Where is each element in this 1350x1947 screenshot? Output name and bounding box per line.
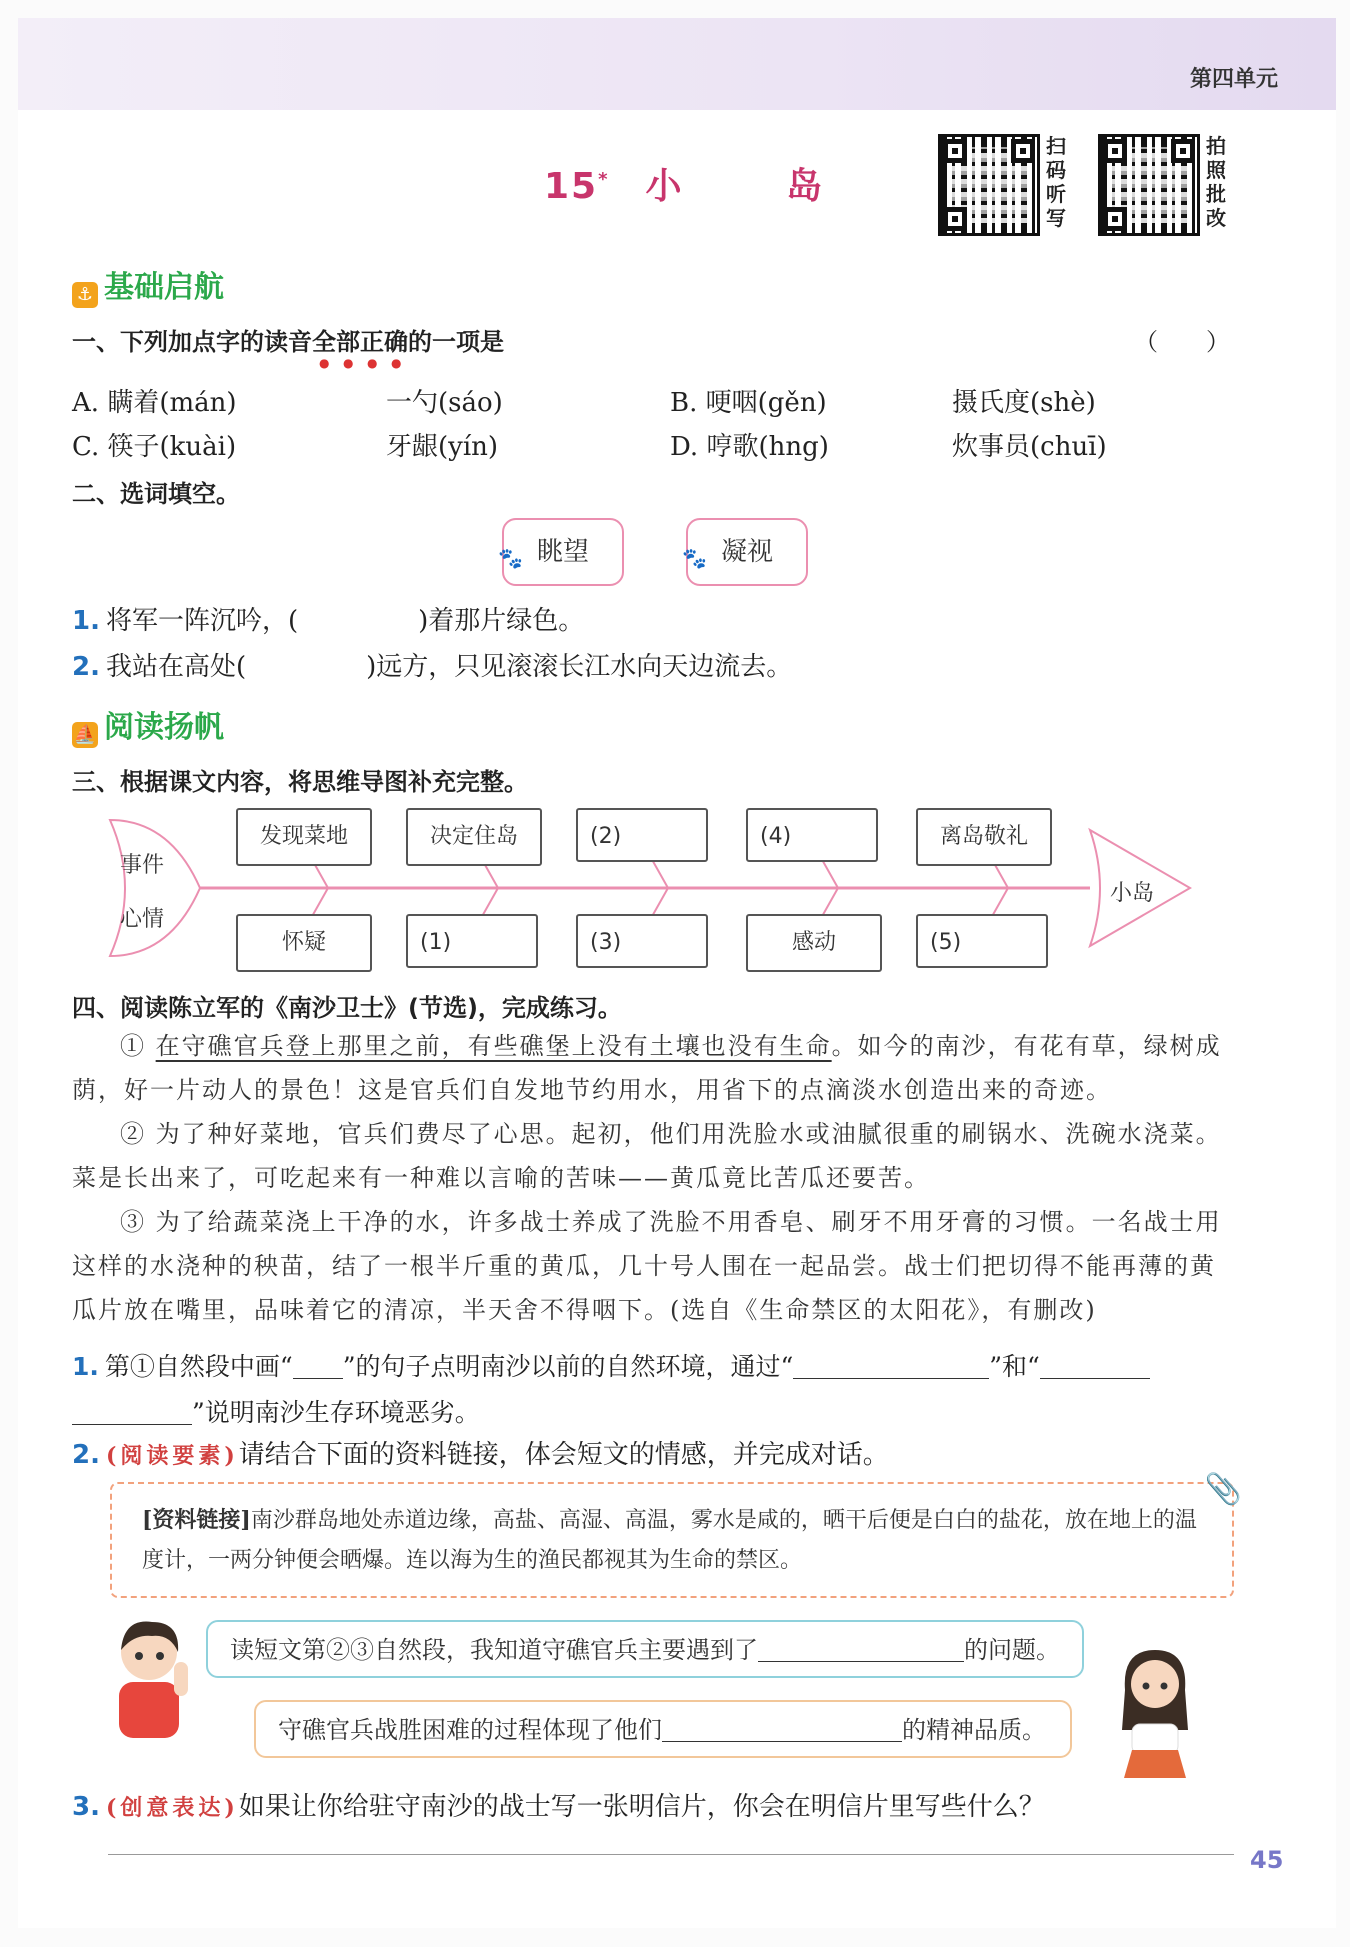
map-top-3[interactable]: (2) <box>576 808 708 862</box>
passage-paragraph-2: ② 为了种好菜地，官兵们费尽了心思。起初，他们用洗脸水或油腻很重的刷锅水、洗碗水浇菜。菜是长出来了，可吃起来有一种难以言喻的苦味——黄瓜竟比苦瓜还要苦。 <box>72 1120 1222 1192</box>
section-reading-label: 阅读扬帆 <box>104 710 224 745</box>
resource-link-label: [资料链接] <box>142 1507 251 1533</box>
sub1-blank-3[interactable] <box>1040 1354 1150 1379</box>
q3-title: 三、根据课文内容，将思维导图补充完整。 <box>72 768 528 796</box>
unit-label: 第四单元 <box>1189 67 1278 92</box>
map-top-2: 决定住岛 <box>406 808 542 866</box>
map-label-mood: 心情 <box>120 907 165 932</box>
grading-qr-icon[interactable] <box>1098 134 1200 236</box>
q1-option-d1[interactable]: D. 哼歌(hng) <box>670 432 829 462</box>
q4-sub1: 1. 第①自然段中画“ ”的句子点明南沙以前的自然环境，通过“ ”和“ ”说明南沙生存环境恶劣。 <box>72 1344 1232 1436</box>
dictation-qr-icon[interactable] <box>938 134 1040 236</box>
section-reading <box>72 702 224 748</box>
bubble2-blank[interactable] <box>662 1717 902 1742</box>
passage-source: (选自《生命禁区的太阳花》，有删改) <box>670 1296 1097 1324</box>
q1-option-a2: 一勺(sáo) <box>386 388 503 418</box>
paw-icon: 🐾 <box>498 546 523 570</box>
lesson-title <box>544 158 868 209</box>
q1-dotted-words: 全部正确 <box>312 328 408 356</box>
sail-icon: ⛵ <box>72 722 98 748</box>
map-top-1: 发现菜地 <box>236 808 372 866</box>
word-card-1: 眺望 🐾 <box>502 518 624 586</box>
q1-option-c1[interactable]: C. 筷子(kuài) <box>72 432 237 462</box>
dialogue-bubble-boy: 读短文第②③自然段，我知道守礁官兵主要遇到了 的问题。 <box>206 1620 1084 1678</box>
map-label-end: 小岛 <box>1110 881 1155 906</box>
sub1-blank-3-cont[interactable] <box>72 1400 192 1425</box>
page-number: 45 <box>1250 1846 1284 1874</box>
q1-option-b2: 摄氏度(shè) <box>952 388 1096 418</box>
lesson-star: * <box>598 169 610 190</box>
paw-icon: 🐾 <box>682 546 707 570</box>
q1-option-c2: 牙龈(yín) <box>386 432 499 462</box>
map-bottom-5[interactable]: (5) <box>916 914 1048 968</box>
map-top-4[interactable]: (4) <box>746 808 878 862</box>
q1-title: 一、下列加点字的读音全部正确的一项是 <box>72 328 504 356</box>
map-top-5: 离岛敬礼 <box>916 808 1052 866</box>
reading-element-tag: (阅读要素) <box>105 1443 239 1469</box>
sub1-blank-1[interactable] <box>293 1354 343 1379</box>
answer-line[interactable] <box>108 1854 1234 1855</box>
bubble1-blank[interactable] <box>758 1637 964 1662</box>
q1-option-d2: 炊事员(chuī) <box>952 432 1107 462</box>
map-bottom-1: 怀疑 <box>236 914 372 972</box>
lesson-number: 15 <box>544 166 599 207</box>
header-band <box>18 18 1336 110</box>
q1-answer-paren[interactable]: （ ） <box>1134 328 1230 356</box>
q2-title: 二、选词填空。 <box>72 480 240 508</box>
map-bottom-3[interactable]: (3) <box>576 914 708 968</box>
q2-item-2: 2. 我站在高处( )远方，只见滚滚长江水向天边流去。 <box>72 652 793 682</box>
map-label-event: 事件 <box>120 853 165 878</box>
passage-paragraph-3: ③ 为了给蔬菜浇上干净的水，许多战士养成了洗脸不用香皂、刷牙不用牙膏的习惯。一名战士用这样的水浇种的秧苗，结了一根半斤重的黄瓜，几十号人围在一起品尝。战士们把切得不能再薄的黄瓜片放在嘴里，品味着它的清凉，半天舍不得咽下。(选自《生命禁区的太阳花》，有删改) <box>72 1208 1222 1324</box>
creative-expression-tag: (创意表达) <box>105 1795 239 1821</box>
dialogue-bubble-girl: 守礁官兵战胜困难的过程体现了他们 的精神品质。 <box>254 1700 1072 1758</box>
map-bottom-4: 感动 <box>746 914 882 972</box>
anchor-icon: ⚓ <box>72 282 98 308</box>
underlined-sentence: 在守礁官兵登上那里之前，有些礁堡上没有土壤也没有生命 <box>155 1032 832 1060</box>
q1-option-b1[interactable]: B. 哽咽(gěn) <box>670 388 827 418</box>
section-basic <box>72 262 224 308</box>
map-bottom-2[interactable]: (1) <box>406 914 538 968</box>
q4-sub2: 2. (阅读要素)请结合下面的资料链接，体会短文的情感，并完成对话。 <box>72 1440 889 1470</box>
sub1-blank-2[interactable] <box>793 1354 989 1379</box>
q4-sub3: 3. (创意表达)如果让你给驻守南沙的战士写一张明信片，你会在明信片里写些什么？ <box>72 1792 1045 1822</box>
passage-paragraph-1: ① 在守礁官兵登上那里之前，有些礁堡上没有土壤也没有生命。如今的南沙，有花有草，绿树成荫，好一片动人的景色！这是官兵们自发地节约用水，用省下的点滴淡水创造出来的奇迹。 <box>72 1032 1222 1104</box>
word-card-2: 凝视 🐾 <box>686 518 808 586</box>
map-tail <box>110 820 200 956</box>
paperclip-icon: 📎 <box>1204 1472 1242 1507</box>
section-basic-label: 基础启航 <box>104 270 224 305</box>
grading-qr-label: 拍照批改 <box>1206 134 1226 230</box>
girl-avatar <box>1100 1640 1210 1780</box>
lesson-name: 小 岛 <box>645 166 869 207</box>
resource-link-box: [资料链接]南沙群岛地处赤道边缘，高盐、高湿、高温，雾水是咸的，晒干后便是白白的盐花，放在地上的温度计，一两分钟便会晒爆。连以海为生的渔民都视其为生命的禁区。 📎 <box>110 1482 1234 1598</box>
boy-avatar <box>94 1612 204 1742</box>
q1-option-a1[interactable]: A. 瞒着(mán) <box>72 388 237 418</box>
q2-item-1: 1. 将军一阵沉吟，( )着那片绿色。 <box>72 606 585 636</box>
q4-title: 四、阅读陈立军的《南沙卫士》(节选)，完成练习。 <box>72 994 622 1022</box>
dictation-qr-label: 扫码听写 <box>1046 134 1066 230</box>
